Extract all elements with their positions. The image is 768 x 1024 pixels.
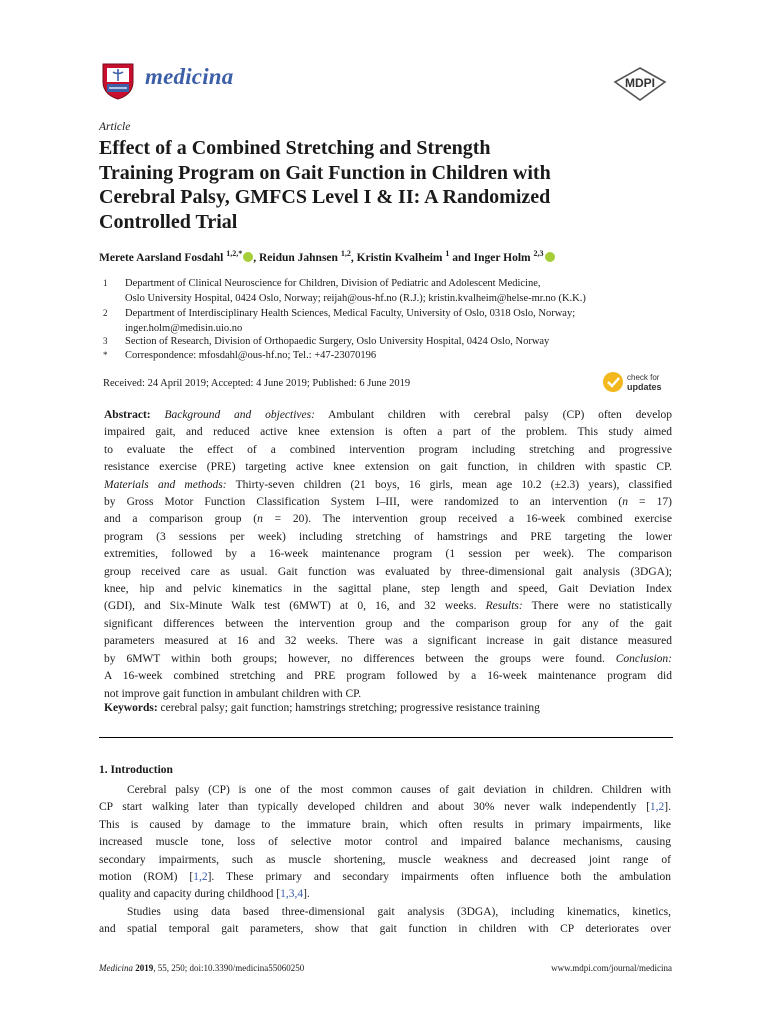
author-name: , Reidun Jahnsen <box>253 251 338 264</box>
body-line: and spatial temporal gait parameters, show that gait function in children with CP deteriorates over <box>99 923 671 936</box>
affiliation-line: Oslo University Hospital, 0424 Oslo, Norway; reijah@ous-hf.no (R.J.); kristin.kvalheim@helse-mr.no (K.K.) <box>125 293 586 304</box>
body-line: motion (ROM) [ <box>99 871 194 884</box>
body-line: increased muscle tone, loss of selective motor control and impaired balance mechanisms, causing <box>99 836 671 849</box>
affiliation-number: * <box>103 350 108 360</box>
author-name: and Inger Holm <box>449 251 531 264</box>
title-line: Training Program on Gait Function in Children with <box>99 161 551 184</box>
abstract-line: (GDI), and Six-Minute Walk test (6MWT) at 0, 16, and 32 weeks. <box>104 600 486 613</box>
author-affil: 2,3 <box>533 249 544 258</box>
abstract-line: extremities, followed by a 16-week maintenance program (1 session per week). The comparison <box>104 548 672 561</box>
journal-name: medicina <box>145 64 234 89</box>
abstract-label: Abstract: <box>104 409 151 421</box>
affiliation-text <box>125 276 685 306</box>
abstract-line: There were no statistically <box>522 600 672 613</box>
keywords <box>104 702 540 714</box>
author-affil: 1 <box>445 249 450 258</box>
title-line: Effect of a Combined Stretching and Strength <box>99 137 491 159</box>
check-for-updates-badge[interactable] <box>601 370 671 394</box>
citation-link[interactable]: 1,3,4 <box>280 888 304 901</box>
affiliation-number: 3 <box>103 336 108 346</box>
body-line: secondary impairments, such as muscle shortening, muscle weakness and decreased joint range of <box>99 853 671 866</box>
section-heading: 1. Introduction <box>99 764 173 776</box>
footer-year: 2019 <box>135 963 154 973</box>
title-line: Cerebral Palsy, GMFCS Level I & II: A Randomized <box>99 186 551 208</box>
footer-citation <box>99 963 304 973</box>
abstract-line: = 17) <box>627 496 672 509</box>
body-line: quality and capacity during childhood [ <box>99 888 281 901</box>
article-title <box>99 136 679 234</box>
abstract-line: Ambulant children with cerebral palsy (CP) often develop <box>314 409 673 421</box>
abstract <box>104 407 672 703</box>
body-line: Studies using data based three-dimensional gait analysis (3DGA), including kinematics, kinetics, <box>127 905 671 918</box>
abstract-subheading: Conclusion: <box>615 652 672 665</box>
keywords-label: Keywords: <box>104 702 158 714</box>
title-line: Controlled Trial <box>99 210 238 233</box>
affiliation-line: Department of Clinical Neuroscience for Children, Division of Pediatric and Adolescent Medicine, <box>125 278 541 289</box>
affiliation-text: Section of Research, Division of Orthopaedic Surgery, Oslo University Hospital, 0424 Oslo, Norway <box>125 336 550 347</box>
publisher-name: MDPI <box>625 76 655 90</box>
body-line: CP start walking later than typically developed children and about 30% never walk independently [ <box>99 801 650 814</box>
citation-link[interactable]: 1,2 <box>649 801 665 814</box>
abstract-var: n <box>622 496 628 509</box>
body-line: ]. <box>664 801 671 814</box>
check-updates-line2: updates <box>627 382 662 392</box>
affiliation-line: inger.holm@medisin.uio.no <box>125 323 243 334</box>
citation-link[interactable]: 1,2 <box>193 871 208 884</box>
orcid-icon[interactable] <box>243 252 253 262</box>
abstract-line: by Gross Motor Function Classification System I–III, were randomized to an intervention ( <box>104 496 623 509</box>
abstract-line: group received care as usual. Gait function was evaluated by three-dimensional gait analysis (3DGA); <box>104 565 672 578</box>
abstract-subheading: Results: <box>485 600 523 613</box>
abstract-var: n <box>257 513 263 526</box>
abstract-line: Thirty-seven children (21 boys, 16 girls, mean age 10.2 (±2.3) years), classified <box>226 478 672 491</box>
body-line: This is caused by damage to the immature brain, which often results in primary impairments, like <box>99 818 671 831</box>
abstract-line: parameters measured at 16 and 32 weeks. There was a significant increase in gait distance measured <box>104 635 672 648</box>
author-affil: 1,2 <box>340 249 351 258</box>
abstract-line: knee, hip and pelvic kinematics in the sagittal plane, step length and speed, Gait Deviation Index <box>104 583 672 596</box>
footer-doi: , 55, 250; doi:10.3390/medicina55060250 <box>153 963 305 973</box>
abstract-subheading: Background and objectives: <box>164 409 315 421</box>
abstract-line: significant differences between the intervention group and the comparison group for any of the gait <box>104 617 672 630</box>
journal-crest-icon <box>101 62 135 100</box>
correspondence-text: Correspondence: mfosdahl@ous-hf.no; Tel.: +47-23070196 <box>125 350 377 361</box>
abstract-line: not improve gait function in ambulant children with CP. <box>104 687 362 700</box>
keywords-text: cerebral palsy; gait function; hamstrings stretching; progressive resistance training <box>157 702 540 714</box>
author-name: Merete Aarsland Fosdahl <box>99 251 224 264</box>
affiliation-number: 1 <box>103 278 108 288</box>
body-line: ]. <box>303 888 310 901</box>
footer-url[interactable]: www.mdpi.com/journal/medicina <box>551 963 672 973</box>
check-updates-line1: check for <box>627 373 660 382</box>
abstract-subheading: Materials and methods: <box>104 478 227 491</box>
abstract-line: resistance exercise (PRE) targeting active knee extension on gait function, in children with spastic CP. <box>104 461 672 474</box>
affiliation-line: Department of Interdisciplinary Health Sciences, Medical Faculty, University of Oslo, 0318 Oslo, Norway; <box>125 308 576 319</box>
section-divider <box>99 737 673 738</box>
footer-journal: Medicina <box>99 963 133 973</box>
abstract-line: impaired gait, and reduced active knee extension is often a part of the problem. This study aimed <box>104 426 672 439</box>
publication-dates: Received: 24 April 2019; Accepted: 4 June 2019; Published: 6 June 2019 <box>103 378 411 389</box>
article-type: Article <box>99 121 131 133</box>
affiliation-text <box>125 306 685 336</box>
body-line: ]. These primary and secondary impairments often influence both the ambulation <box>207 871 671 884</box>
abstract-line: program (3 sessions per week) including stretching of hamstrings and PRE targeting the lower <box>104 530 672 543</box>
abstract-line: = 20). The intervention group received a 16-week combined exercise <box>262 513 672 526</box>
abstract-line: A 16-week combined stretching and PRE program followed by a 16-week maintenance program did <box>104 670 672 683</box>
author-list <box>99 249 555 264</box>
abstract-line: and a comparison group ( <box>104 513 258 526</box>
abstract-line: by 6MWT within both groups; however, no differences between the groups were found. <box>104 652 616 665</box>
author-name: , Kristin Kvalheim <box>350 251 443 264</box>
body-line: Cerebral palsy (CP) is one of the most common causes of gait deviation in children. Children with <box>127 784 671 796</box>
abstract-line: to evaluate the effect of a combined intervention program including stretching and progressive <box>104 443 672 456</box>
affiliation-number: 2 <box>103 308 108 318</box>
author-affil: 1,2,* <box>226 249 243 258</box>
introduction-text <box>99 782 671 939</box>
mdpi-logo-icon <box>612 66 668 102</box>
orcid-icon[interactable] <box>545 252 555 262</box>
